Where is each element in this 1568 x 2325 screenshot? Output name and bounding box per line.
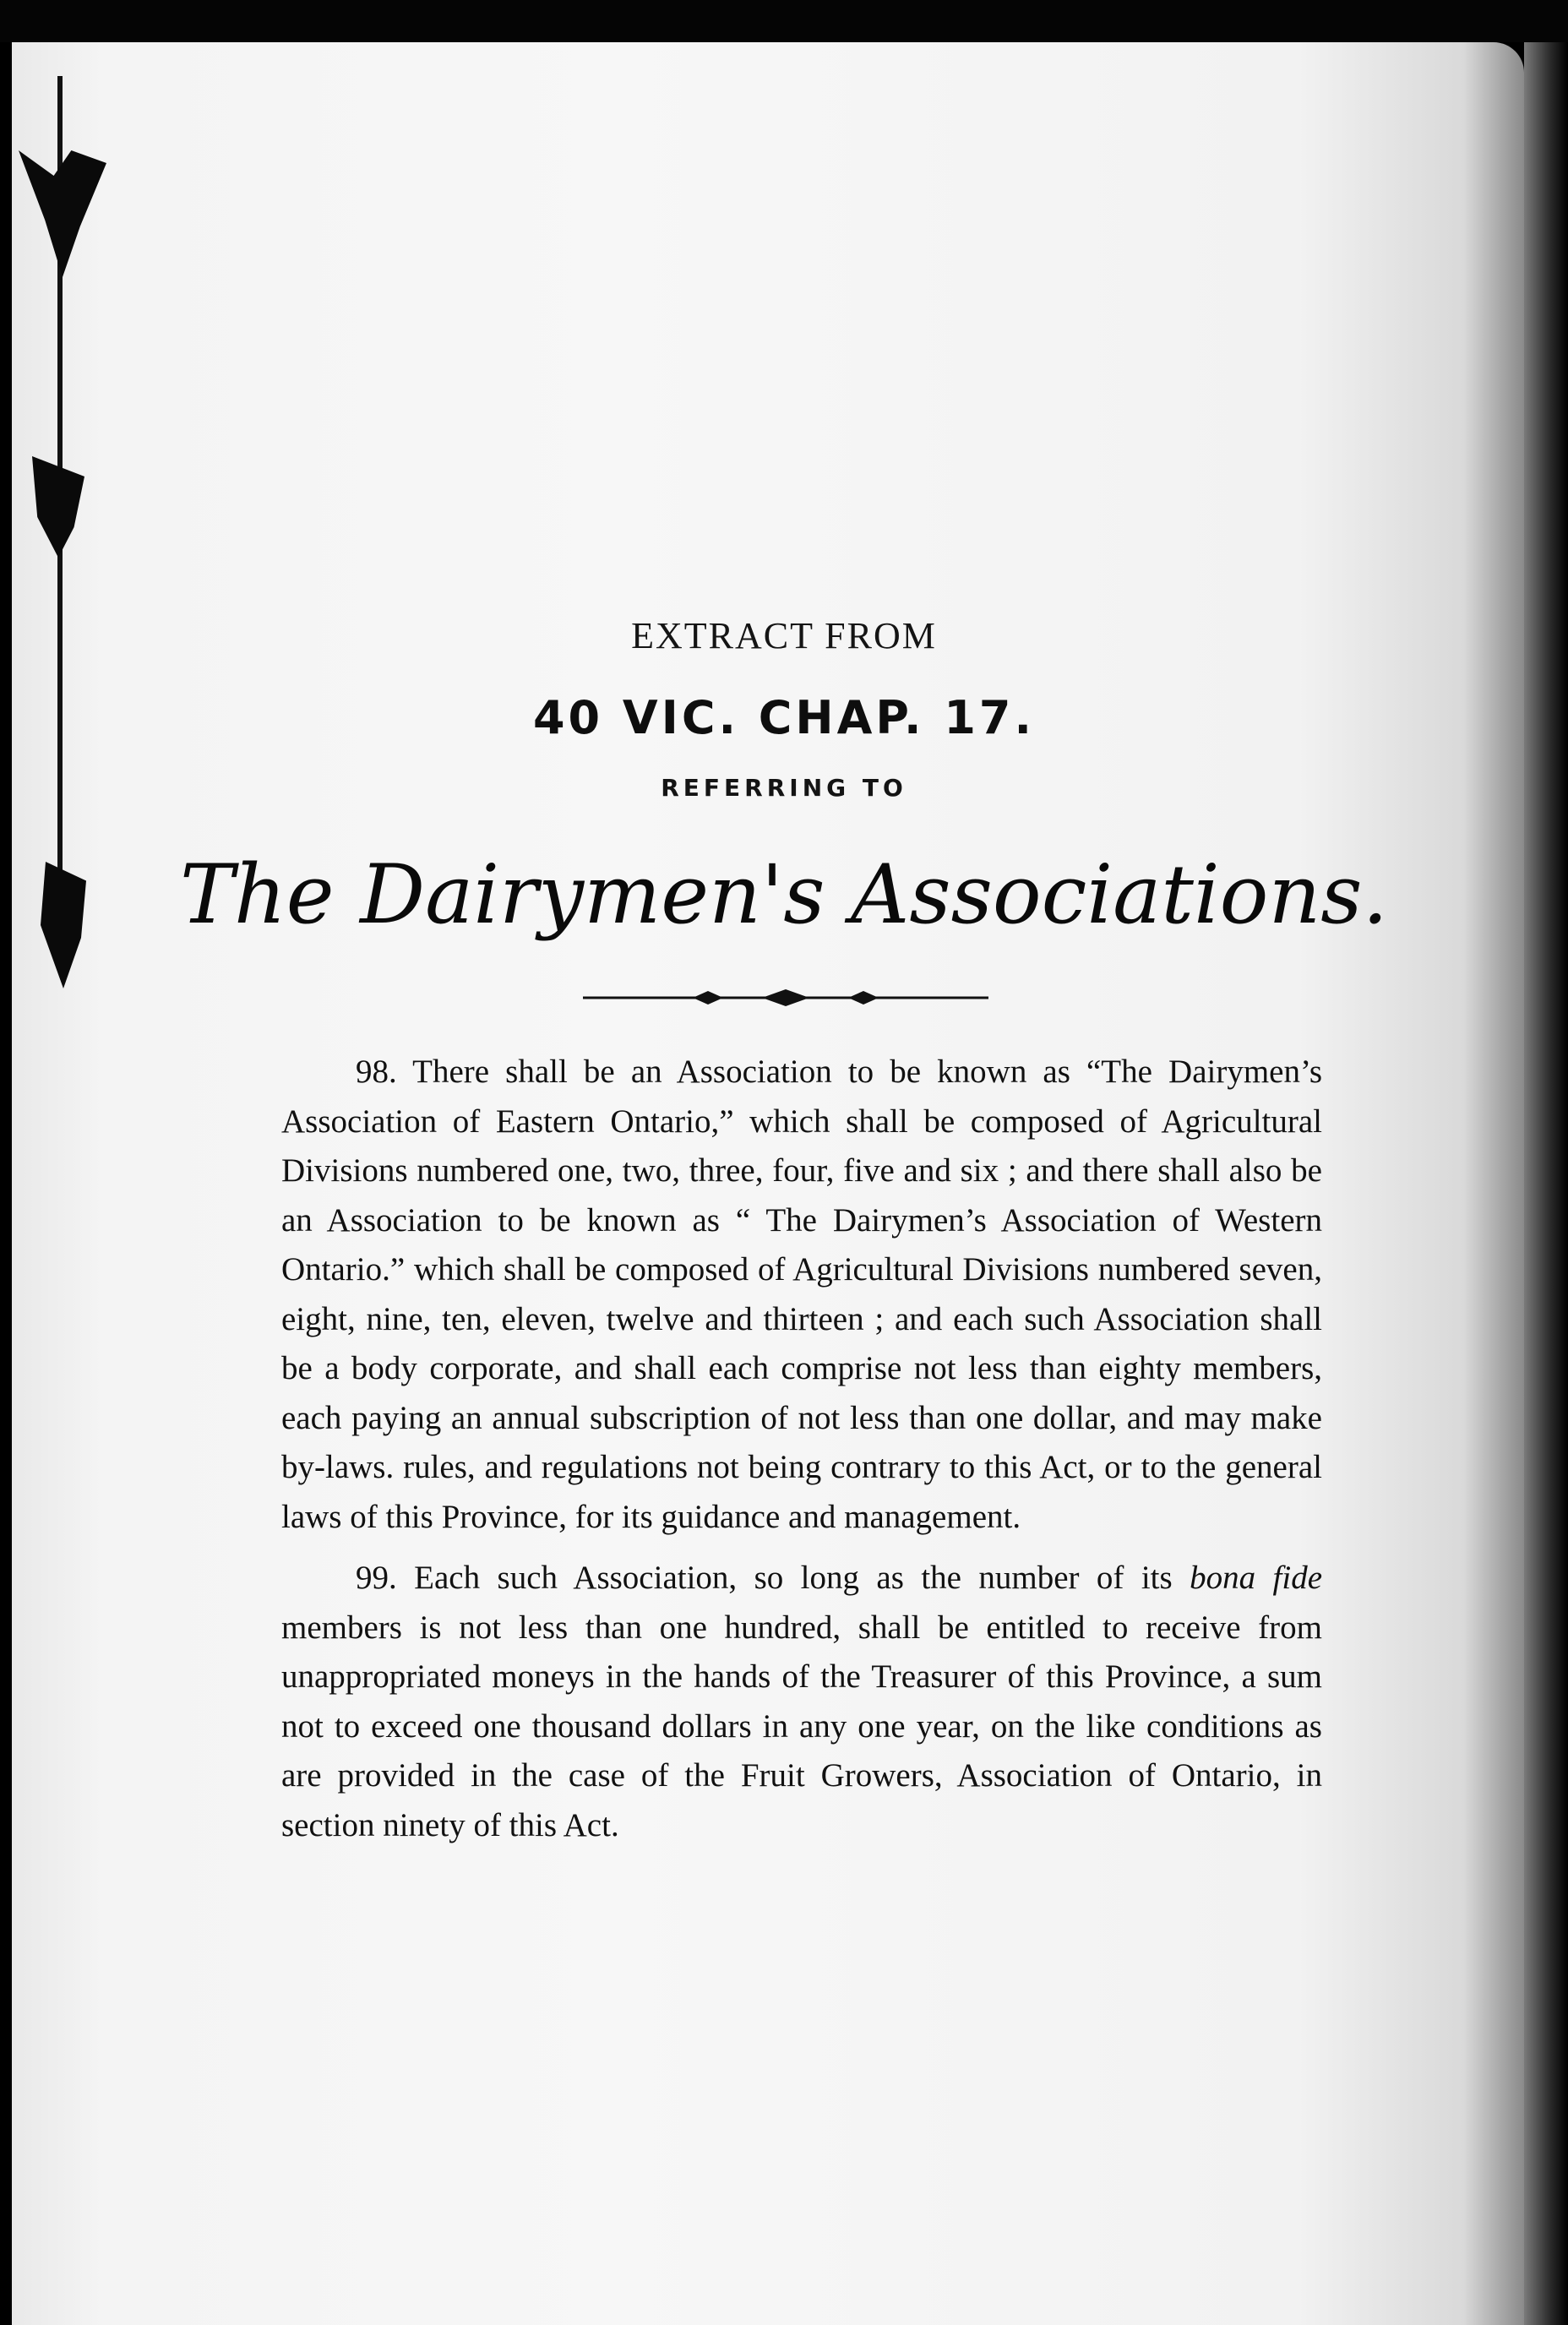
page-title: The Dairymen's Associations.	[179, 847, 1389, 942]
section-98	[281, 1048, 1322, 1542]
ornament-divider	[583, 987, 988, 1009]
italic-term: bona fide	[1190, 1560, 1323, 1596]
section-number: 98.	[356, 1054, 397, 1090]
section-99	[281, 1554, 1322, 1850]
section-text: Each such Association, so long as the number of its	[414, 1560, 1173, 1596]
document-body	[281, 1048, 1322, 1862]
page-edge-shadow	[1524, 42, 1568, 2325]
section-text: There shall be an Association to be known as “The Dairymen’s Association of Eastern Ontario,” which shall be composed of Agricultural Divisions numbered one, two, three, four, five and six ; and there shall also be an Association to be known as “ The Dairymen’s Association of Western Ontario.” which shall be composed of Agricultural Divisions numbered seven, eight, nine, ten, eleven, twelve and thirteen ; and each such Association shall be a body corporate, and shall each comprise not less than eighty members, each paying an annual subscription of not less than one dollar, and may make by-laws. rules, and regulations not being contrary to this Act, or to the general laws of this Province, for its guidance and management.	[281, 1054, 1322, 1535]
scan-top-border	[0, 0, 1568, 42]
section-number: 99.	[356, 1560, 397, 1596]
chapter-heading: 40 VIC. CHAP. 17.	[532, 691, 1036, 744]
referring-heading: REFERRING TO	[661, 774, 907, 802]
section-text: members is not less than one hundred, shall be entitled to receive from unappropriated moneys in the hands of the Treasurer of this Province, a sum not to exceed one thousand dollars in any one year, on the like conditions as are provided in the case of the Fruit Growers, Association of Ontario, in section ninety of this Act.	[281, 1609, 1322, 1843]
extract-heading: EXTRACT FROM	[631, 615, 937, 656]
